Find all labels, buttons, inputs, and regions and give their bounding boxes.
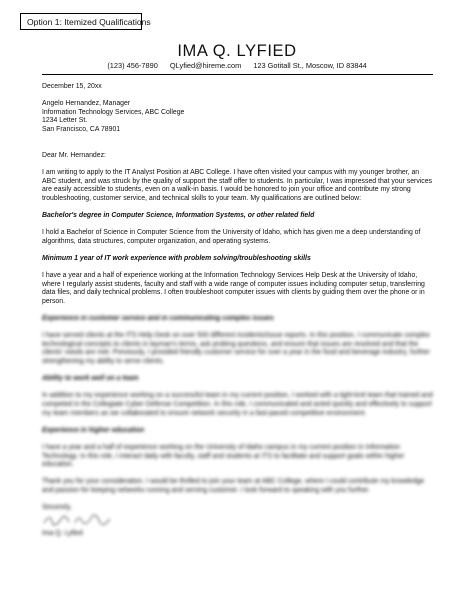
qualification-text: I have a year and a half of experience working at the Information Technology Services Help Desk at the University of Idaho, where I regularly assist students, faculty and staff with a wide range of computer issues including computer setup, transferring data files, and daily technical problems. I often troubleshoot computer issues with clients by guiding them over the phone or in person. (42, 272, 425, 305)
qualification-heading: Minimum 1 year of IT work experience with problem solving/troubleshooting skills (42, 254, 311, 262)
qualification-item (42, 255, 434, 307)
qualification-text: In addition to my experience working on a successful team in my current position, I worked with a tight-knit team that trained and competed in the Collegiate Cyber Defense Competition. In this role, I communicated and acted quickly and effectively to support my team members as we collaborated to ensure network security in a fast-paced competitive environment. (42, 392, 433, 417)
intro-paragraph: I am writing to apply to the IT Analyst Position at ABC College. I have often visited your campus with my younger brother, an ABC student, and was struck by the quality of support the staff offer to students. In particular, I was impressed that your services are easily accessible to students, even on a walk-in basis. I would be honored to join your office and contribute my strong troubleshooting, customer service, and technical skills to your team. My qualifications are outlined below: (42, 168, 433, 202)
qualification-text: I hold a Bachelor of Science in Computer Science from the University of Idaho, which has given me a deep understanding of algorithms, data structures, computer organization, and operating systems. (42, 229, 421, 245)
salutation: Dear Mr. Hernandez: (42, 151, 106, 159)
applicant-name: IMA Q. LYFIED (177, 42, 297, 60)
phone: (123) 456-7890 (107, 61, 158, 70)
qualification-text: I have served clients at the ITS Help Desk on over 500 different incidents/issue reports. In this position, I communicate complex technological concepts to clients in layman's terms, ask probing questions, and ensure that issues are resolved and that the clients' needs are met. Previously, I provided friendly customer service for over a year in the food and beverage industry, further strengthening my ability to serve clients. (42, 332, 430, 365)
contact-line (0, 61, 474, 71)
address: 123 Gotitall St., Moscow, ID 83844 (253, 61, 367, 70)
qualification-heading: Experience in higher education (42, 426, 145, 434)
letter-body (42, 83, 434, 539)
qualification-item (42, 212, 434, 246)
qualification-item (42, 427, 434, 470)
blurred-section (42, 315, 434, 539)
recipient-line: Angelo Hernandez, Manager (42, 100, 131, 108)
recipient-line: Information Technology Services, ABC College (42, 108, 185, 116)
option-label: Option 1: Itemized Qualifications (20, 13, 142, 30)
recipient-line: San Francisco, CA 78901 (42, 125, 121, 133)
recipient-line: 1234 Letter St. (42, 117, 88, 125)
qualification-item (42, 315, 434, 367)
signer-name: Ima Q. Lyfied (42, 530, 83, 538)
letter-date: December 15, 20xx (42, 83, 102, 90)
qualification-item (42, 375, 434, 418)
qualification-text: I have a year and a half of experience working on the University of Idaho campus in my current position in Information Technology. In this role, I interact daily with faculty, staff and students at ITS to facilitate and support goals within higher education. (42, 443, 405, 469)
header-divider (42, 74, 433, 75)
qualification-heading: Bachelor's degree in Computer Science, Information Systems, or other related field (42, 211, 315, 219)
qualification-heading: Ability to work well on a team (42, 375, 139, 383)
email: QLyfied@hireme.com (169, 61, 242, 70)
signature-image (42, 514, 112, 526)
closing-paragraph: Thank you for your consideration. I would be thrilled to join your team at ABC College, where I could contribute my knowledge and passion for keeping networks running and serving customer. I look forward to speaking with you further. (42, 478, 425, 494)
valediction: Sincerely, (42, 504, 72, 512)
qualification-heading: Experience in customer service and in communicating complex issues (42, 315, 274, 323)
